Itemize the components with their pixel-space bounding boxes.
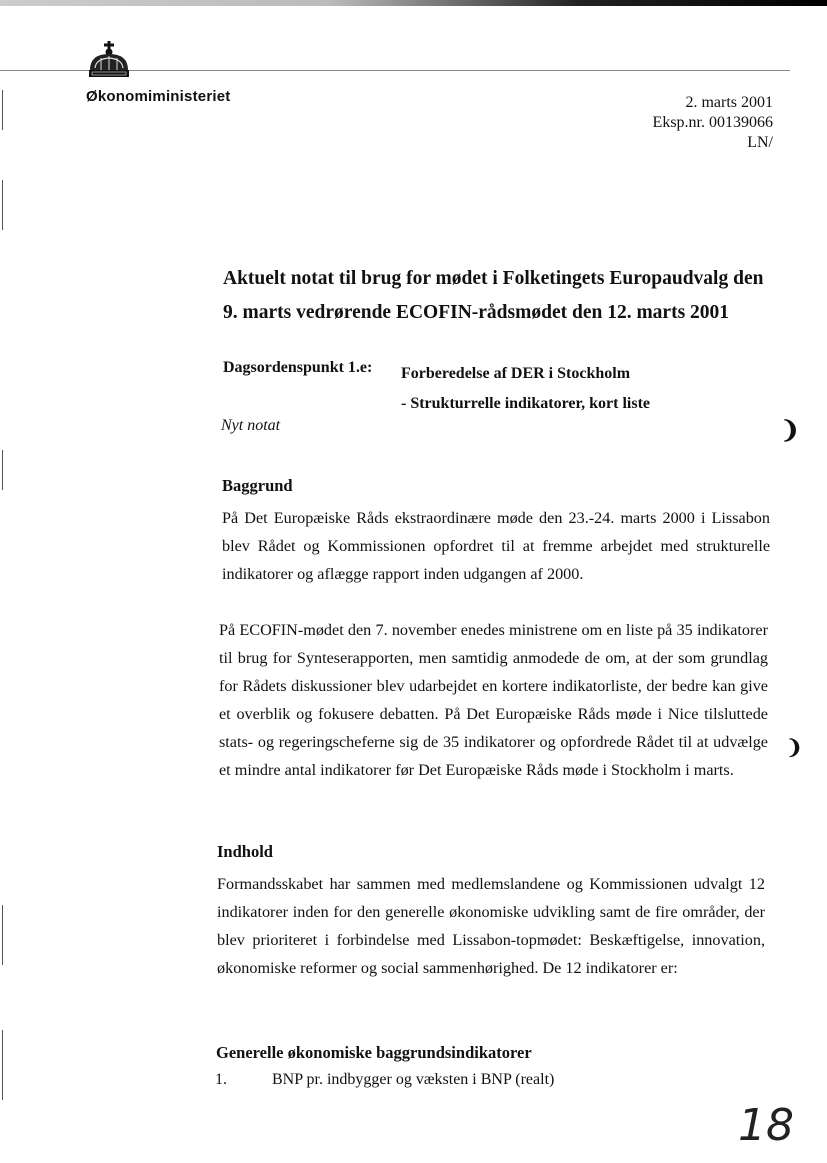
margin-mark bbox=[2, 180, 3, 230]
section-heading: Generelle økonomiske baggrundsindikatorer bbox=[216, 1043, 532, 1062]
list-item-number: 1. bbox=[215, 1071, 227, 1088]
body-paragraph: På Det Europæiske Råds ekstraordinære møde den 23.-24. marts 2000 i Lissabon blev Rådet og Kommissionen opfordret til at fremme arbejdet med strukturelle indikatorer og aflægge rapport inden udgangen af 2000. bbox=[222, 509, 770, 583]
background-paragraph-2 bbox=[219, 616, 768, 784]
margin-mark bbox=[2, 90, 3, 130]
document-title bbox=[223, 262, 783, 330]
punch-hole-mark: ❩ bbox=[786, 737, 803, 759]
document-meta bbox=[653, 93, 773, 153]
title-line: Aktuelt notat til brug for mødet i Folketingets Europaudvalg den bbox=[223, 268, 764, 289]
agenda-value-line: Forberedelse af DER i Stockholm bbox=[401, 365, 631, 382]
title-line: 9. marts vedrørende ECOFIN-rådsmødet den 12. marts 2001 bbox=[223, 302, 730, 323]
margin-mark bbox=[2, 1030, 3, 1100]
margin-mark bbox=[2, 905, 3, 965]
document-date: 2. marts 2001 bbox=[685, 94, 773, 111]
section-heading: Baggrund bbox=[222, 476, 293, 495]
list-item-text: BNP pr. indbygger og væksten i BNP (realt) bbox=[272, 1071, 555, 1088]
body-paragraph: Formandsskabet har sammen med medlemslandene og Kommissionen udvalgt 12 indikatorer inden for den generelle økonomiske udvikling samt de fire områder, der blev prioriteret i forbindelse med Lissabon-topmødet: Beskæftigelse, innovation, økonomiske reformer og social sammenhørighed. De 12 indikatorer er: bbox=[217, 875, 765, 977]
content-section bbox=[217, 842, 765, 982]
agenda-label: Dagsordenspunkt 1.e: bbox=[223, 359, 373, 376]
handwritten-page-number: 18 bbox=[738, 1100, 794, 1151]
background-section bbox=[222, 476, 770, 588]
indicators-heading-wrap bbox=[216, 1043, 532, 1063]
ministry-name: Økonomiministeriet bbox=[86, 88, 231, 105]
agenda-value bbox=[401, 359, 650, 419]
body-paragraph: På ECOFIN-mødet den 7. november enedes ministrene om en liste på 35 indikatorer til brug for Synteserapporten, men samtidig anmodede de om, at der som grundlag for Rådets diskussioner blev udarbejdet en kortere indikatorliste, der bedre kan give et overblik og fokusere debatten. På Det Europæiske Råds møde i Nice tilsluttede stats- og regeringscheferne sig de 35 indikatorer og opfordrede Rådet til at udvælge et mindre antal indikatorer før Det Europæiske Råds møde i Stockholm i marts. bbox=[219, 621, 768, 779]
agenda-value-line: - Strukturrelle indikatorer, kort liste bbox=[401, 395, 651, 412]
reference-number: Eksp.nr. 00139066 bbox=[652, 114, 773, 131]
author-initials: LN/ bbox=[747, 134, 773, 151]
margin-mark bbox=[2, 450, 3, 490]
punch-hole-mark: ❩ bbox=[780, 418, 801, 444]
top-edge-line bbox=[0, 0, 827, 6]
section-heading: Indhold bbox=[217, 842, 273, 861]
crown-logo-icon bbox=[86, 40, 132, 86]
note-type: Nyt notat bbox=[221, 417, 281, 434]
